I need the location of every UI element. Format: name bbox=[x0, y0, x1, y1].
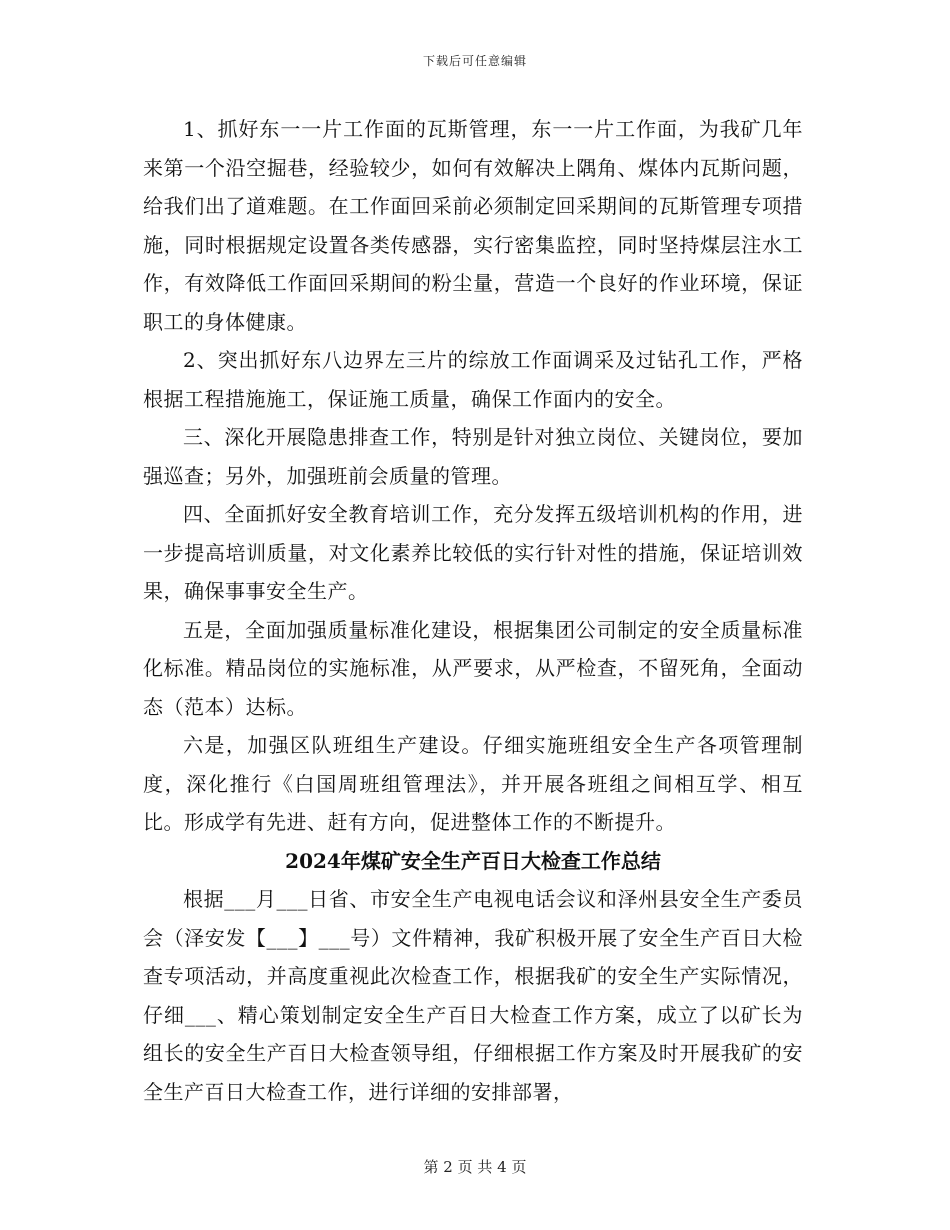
page-footer: 第 2 页 共 4 页 bbox=[423, 1158, 527, 1176]
paragraph-gas-management: 1、抓好东一一片工作面的瓦斯管理，东一一片工作面，为我矿几年来第一个沿空掘巷，经验较少，如何有效解决上隅角、煤体内瓦斯问题，给我们出了道难题。在工作面回采前必须制定回采期间的瓦斯管理专项措施，同时根据规定设置各类传感器，实行密集监控，同时坚持煤层注水工作，有效降低工作面回采期间的粉尘量，营造一个良好的作业环境，保证职工的身体健康。 bbox=[143, 117, 803, 334]
paragraph-quality-standardization: 五是，全面加强质量标准化建设，根据集团公司制定的安全质量标准化标准。精品岗位的实施标准，从严要求，从严检查，不留死角，全面动态（范本）达标。 bbox=[143, 617, 803, 719]
paragraph-hundred-day-inspection: 根据___月___日省、市安全生产电视电话会议和泽州县安全生产委员会（泽安发【___】___号）文件精神，我矿积极开展了安全生产百日大检查专项活动，并高度重视此次检查工作，根据我矿的安全生产实际情况，仔细___、精心策划制定安全生产百日大检查工作方案，成立了以矿长为组长的安全生产百日大检查领导组，仔细根据工作方案及时开展我矿的安全生产百日大检查工作，进行详细的安排部署， bbox=[143, 887, 803, 1104]
paragraph-hazard-inspection: 三、深化开展隐患排查工作，特别是针对独立岗位、关键岗位，要加强巡查；另外，加强班前会质量的管理。 bbox=[143, 425, 803, 488]
paragraph-team-construction: 六是，加强区队班组生产建设。仔细实施班组安全生产各项管理制度，深化推行《白国周班组管理法》，并开展各班组之间相互学、相互比。形成学有先进、赶有方向，促进整体工作的不断提升。 bbox=[143, 733, 803, 834]
paragraph-fully-mechanized-face: 2、突出抓好东八边界左三片的综放工作面调采及过钻孔工作，严格根据工程措施施工，保证施工质量，确保工作面内的安全。 bbox=[143, 348, 803, 411]
page-header: 下载后可任意编辑 bbox=[422, 54, 527, 68]
document-body bbox=[143, 110, 803, 1111]
paragraph-safety-training: 四、全面抓好安全教育培训工作，充分发挥五级培训机构的作用，进一步提高培训质量，对文化素养比较低的实行针对性的措施，保证培训效果，确保事事安全生产。 bbox=[143, 502, 803, 603]
section-title: 2024年煤矿安全生产百日大检查工作总结 bbox=[285, 848, 661, 873]
